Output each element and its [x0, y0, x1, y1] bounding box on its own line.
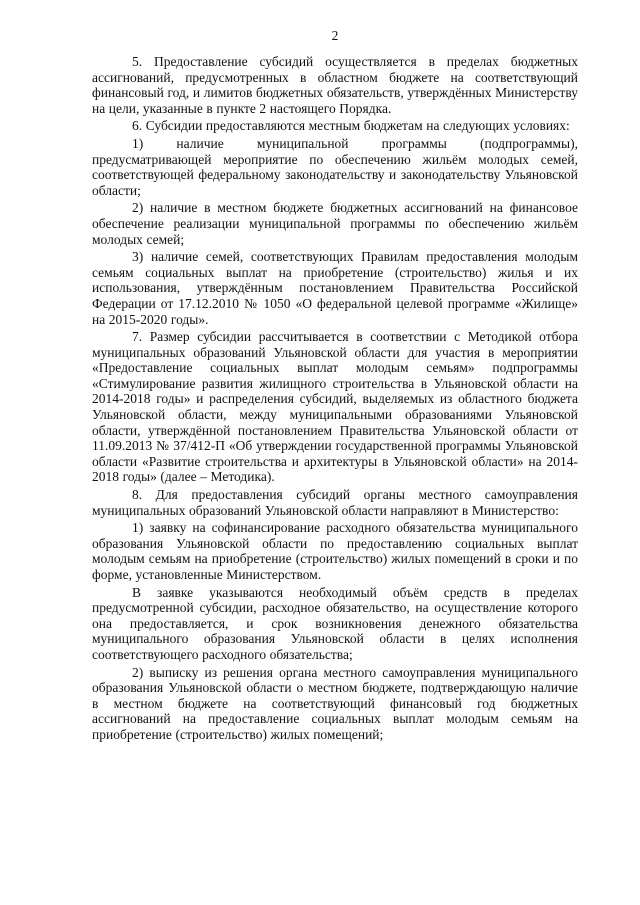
paragraph-6-item-3: 3) наличие семей, соответствующих Правилам предоставления молодым семьям социальных выплат на приобретение (строительство) жилья и их использования, утверждённым постановлением Правительства Российской Федерации от 17.12.2010 № 1050 «О федеральной целевой программе «Жилище» на 2015-2020 годы».	[92, 249, 578, 327]
paragraph-6: 6. Субсидии предоставляются местным бюджетам на следующих условиях:	[132, 118, 570, 134]
paragraph-6-item-2: 2) наличие в местном бюджете бюджетных ассигнований на финансовое обеспечение реализации муниципальной программы по обеспечению жильём молодых семей;	[92, 200, 578, 247]
paragraph-8-item-2: 2) выписку из решения органа местного самоуправления муниципального образования Ульяновской области о местном бюджете, подтверждающую наличие в местном бюджете на соответствующий финансовый год бюджетных ассигнований на предоставление социальных выплат молодым семьям на приобретение (строительство) жилых помещений;	[92, 664, 578, 742]
paragraph-7: 7. Размер субсидии рассчитывается в соответствии с Методикой отбора муниципальных образований Ульяновской области для участия в мероприятии «Предоставление социальных выплат молодым семьям» подпрограммы «Стимулирование развития жилищного строительства в Ульяновской области на 2014-2018 годы» и распределения субсидий, выделяемых из областного бюджета Ульяновской области, между муниципальными образованиями Ульяновской области, утверждённой постановлением Правительства Ульяновской области от 11.09.2013 № 37/412-П «Об утверждении государственной программы Ульяновской области «Развитие строительства и архитектуры в Ульяновской области» на 2014-2018 годы» (далее – Методика).	[92, 329, 578, 485]
paragraph-8-item-1-note: В заявке указываются необходимый объём средств в пределах предусмотренной субсидии, расходное обязательство, на осуществление которого она предоставляется, и срок возникновения денежного обязательства муниципального образования Ульяновской области в целях исполнения соответствующего расходного обязательства;	[92, 584, 578, 662]
page-number: 2	[331, 28, 339, 43]
document-body	[92, 54, 578, 743]
paragraph-5: 5. Предоставление субсидий осуществляется в пределах бюджетных ассигнований, предусмотренных в областном бюджете на соответствующий финансовый год, и лимитов бюджетных обязательств, утверждённых Министерству на цели, указанные в пункте 2 настоящего Порядка.	[92, 54, 578, 116]
paragraph-6-item-1: 1) наличие муниципальной программы (подпрограммы), предусматривающей мероприятие по обеспечению жильём молодых семей, соответствующей федеральному законодательству и законодательству Ульяновской области;	[92, 135, 578, 198]
paragraph-8: 8. Для предоставления субсидий органы местного самоуправления муниципальных образований Ульяновской области направляют в Министерство:	[92, 487, 578, 518]
paragraph-8-item-1: 1) заявку на софинансирование расходного обязательства муниципального образования Ульяновской области по предоставлению социальных выплат молодым семьям на приобретение (строительство) жилых помещений в сроки и по форме, установленные Министерством.	[92, 520, 578, 582]
